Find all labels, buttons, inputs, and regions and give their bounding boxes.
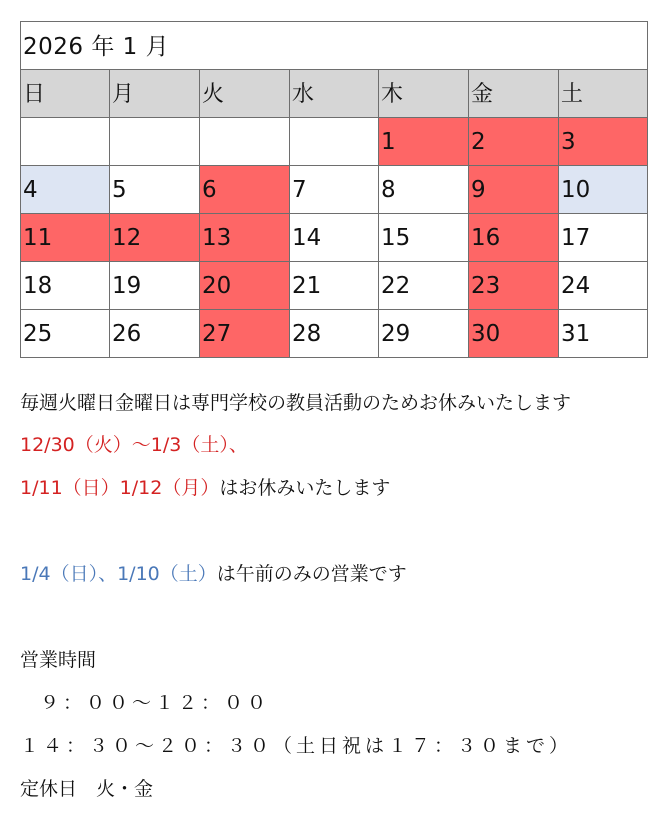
calendar-day-cell: 18 <box>21 262 110 309</box>
business-hours-afternoon: １４：３０～２０：３０（土日祝は１７：３０まで） <box>20 735 573 757</box>
calendar-day-cell: 7 <box>290 166 379 213</box>
calendar-day-cell: 25 <box>21 310 110 357</box>
weekday-header-sat: 土 <box>559 70 647 117</box>
calendar-day-cell: 23 <box>469 262 559 309</box>
weekday-header-sun: 日 <box>21 70 110 117</box>
weekly-closure-notice: 毎週火曜日金曜日は専門学校の教員活動のためお休みいたします <box>20 392 572 414</box>
calendar-empty-cell <box>110 118 200 165</box>
morning-only-suffix: は午前のみの営業です <box>216 563 407 585</box>
calendar-table <box>20 21 648 358</box>
weekday-header-wed: 水 <box>290 70 379 117</box>
calendar-day-cell: 26 <box>110 310 200 357</box>
calendar-day-cell: 6 <box>200 166 290 213</box>
calendar-day-cell: 5 <box>110 166 200 213</box>
morning-only-notice <box>20 562 407 586</box>
holiday-dates-line2-dates: 1/11（日）1/12（月） <box>20 477 220 499</box>
calendar-day-cell: 31 <box>561 321 591 347</box>
calendar-day-cell: 16 <box>469 214 559 261</box>
calendar-week-row <box>21 166 647 214</box>
calendar-week-row <box>21 214 647 262</box>
calendar-title: 2026 年 1 月 <box>21 22 647 70</box>
holiday-dates-line1: 12/30（火）～1/3（土）、 <box>20 434 248 456</box>
calendar-day-cell: 4 <box>21 166 110 213</box>
calendar-day-cell: 10 <box>559 166 647 213</box>
calendar-empty-cell <box>200 118 290 165</box>
calendar-day-cell: 19 <box>110 262 200 309</box>
calendar-day-cell: 21 <box>290 262 379 309</box>
calendar-week-row <box>21 310 647 357</box>
weekday-header-tue: 火 <box>200 70 290 117</box>
weekday-header-thu: 木 <box>379 70 469 117</box>
calendar-body <box>21 118 647 357</box>
calendar-day-cell: 8 <box>379 166 469 213</box>
calendar-day-cell: 12 <box>110 214 200 261</box>
weekday-header-fri: 金 <box>469 70 559 117</box>
calendar-day-cell: 27 <box>200 310 290 357</box>
calendar-day-cell: 22 <box>379 262 469 309</box>
calendar-day-cell: 13 <box>200 214 290 261</box>
calendar-day-cell: 29 <box>379 310 469 357</box>
calendar-week-row <box>21 118 647 166</box>
calendar-day-cell: 15 <box>379 214 469 261</box>
weekday-header-row <box>21 70 647 118</box>
calendar-day-cell: 24 <box>561 273 591 299</box>
calendar-week-row <box>21 262 647 310</box>
calendar-day-cell: 2 <box>469 118 559 165</box>
weekday-header-mon: 月 <box>110 70 200 117</box>
calendar-day-cell: 3 <box>559 118 647 165</box>
calendar-day-cell: 28 <box>290 310 379 357</box>
holiday-dates-line2 <box>20 476 390 500</box>
holiday-dates-line2-suffix: はお休みいたします <box>219 477 391 499</box>
calendar-day-cell: 9 <box>469 166 559 213</box>
calendar-day-cell: 11 <box>21 214 110 261</box>
morning-only-dates: 1/4（日）、1/10（土） <box>20 563 217 585</box>
calendar-day-cell: 20 <box>200 262 290 309</box>
calendar-empty-cell <box>21 118 110 165</box>
calendar-day-cell: 17 <box>561 225 591 251</box>
calendar-day-cell: 14 <box>290 214 379 261</box>
business-hours-morning: ９：００～１２：００ <box>40 692 271 714</box>
regular-holiday: 定休日 火・金 <box>20 778 154 800</box>
business-hours-heading: 営業時間 <box>20 649 97 671</box>
calendar-day-cell: 1 <box>379 118 469 165</box>
calendar-day-cell: 30 <box>469 310 559 357</box>
calendar-empty-cell <box>290 118 379 165</box>
